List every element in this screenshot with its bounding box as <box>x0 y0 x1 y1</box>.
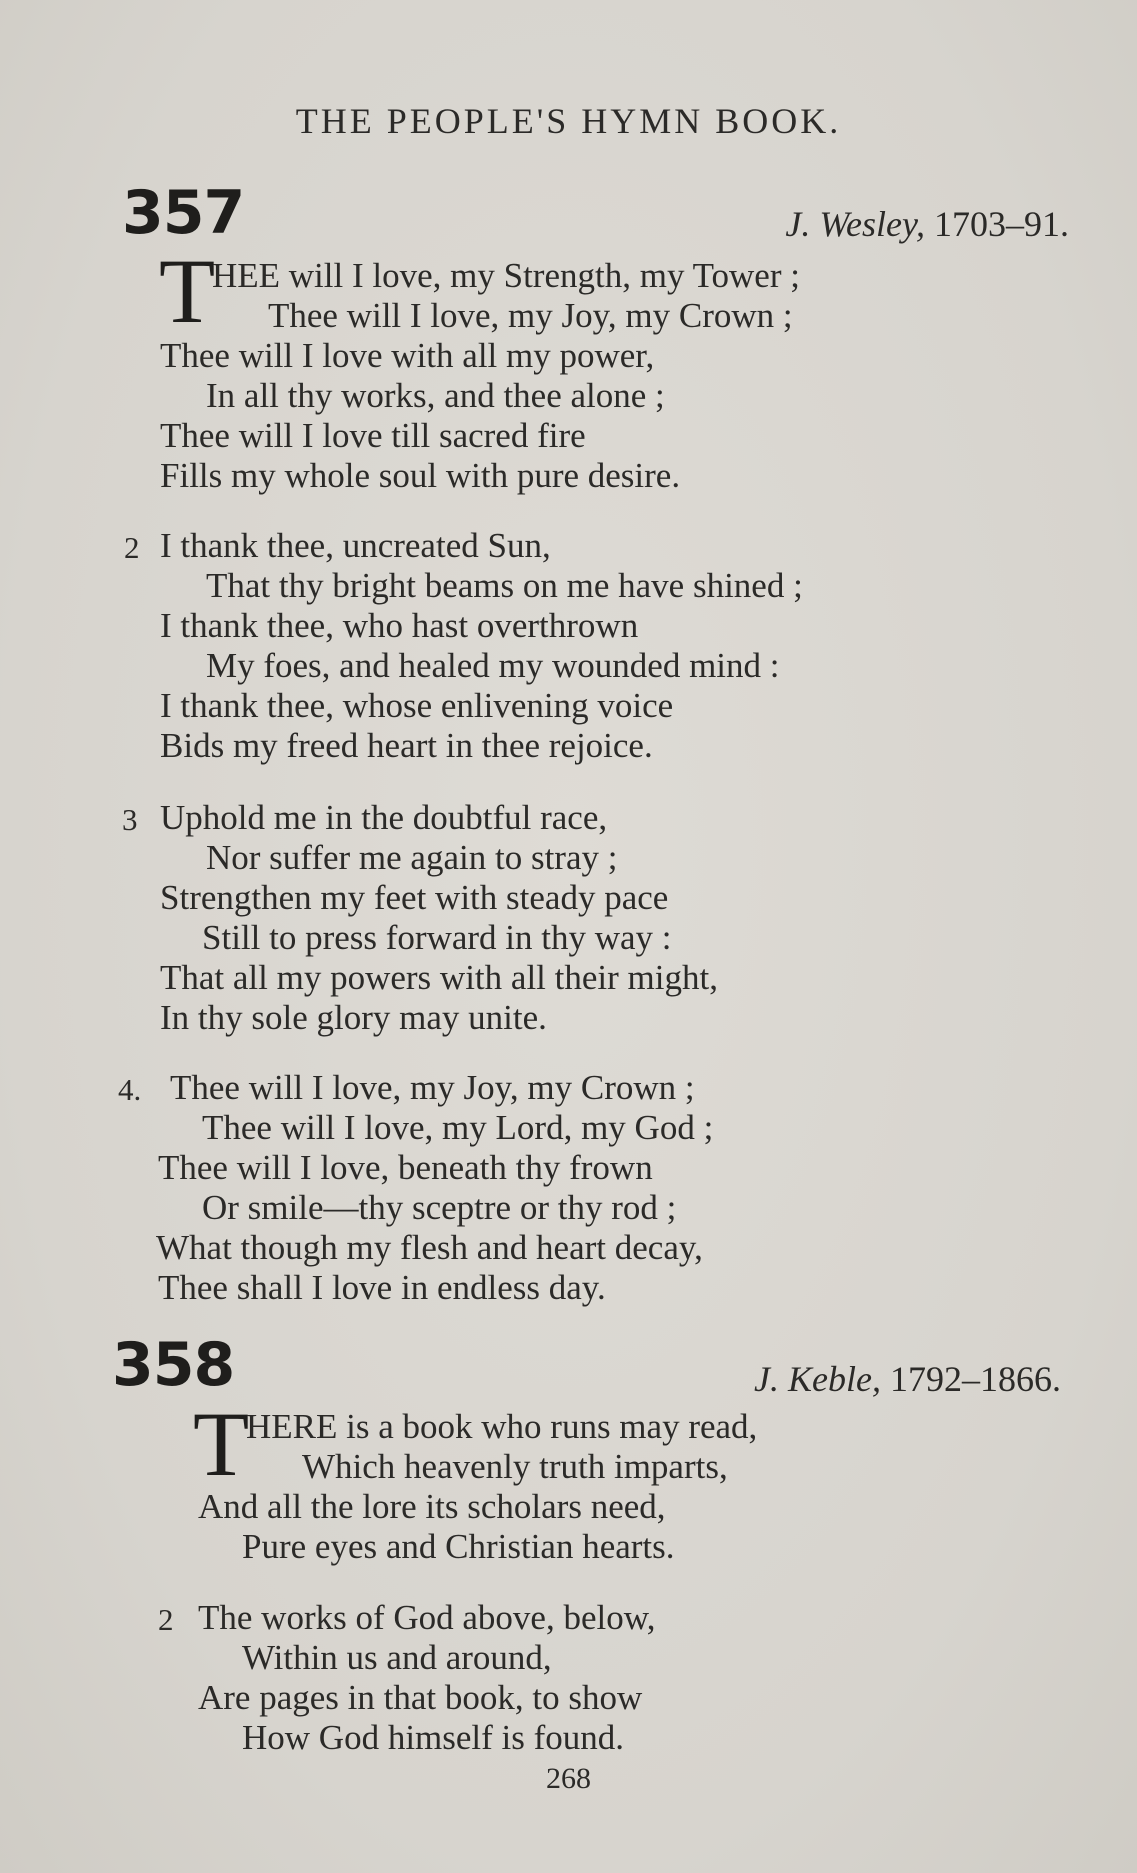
verse-line: Thee will I love till sacred fire <box>160 416 586 455</box>
verse-line: Nor suffer me again to stray ; <box>206 838 618 877</box>
verse-line: I thank thee, uncreated Sun, <box>160 526 551 565</box>
verse-line: Bids my freed heart in thee rejoice. <box>160 726 653 765</box>
hymn-358-author: J. Keble, <box>754 1359 881 1399</box>
verse-line: Strengthen my feet with steady pace <box>160 878 669 917</box>
verse-line: The works of God above, below, <box>198 1598 656 1637</box>
verse-line: How God himself is found. <box>242 1718 625 1757</box>
verse-line: Uphold me in the doubtful race, <box>160 798 608 837</box>
verse-line: Still to press forward in thy way : <box>202 918 672 957</box>
running-head: THE PEOPLE'S HYMN BOOK. <box>295 101 842 141</box>
verse-line: In all thy works, and thee alone ; <box>206 376 665 415</box>
verse-line: I thank thee, who hast overthrown <box>160 606 639 645</box>
hymn-358-years: 1792–1866. <box>890 1359 1061 1399</box>
verse-line: Thee will I love, my Lord, my God ; <box>202 1108 714 1147</box>
verse-line: In thy sole glory may unite. <box>160 998 547 1037</box>
verse-line: Thee will I love, my Joy, my Crown ; <box>170 1068 695 1107</box>
verse-line: Which heavenly truth imparts, <box>302 1447 728 1486</box>
verse-number: 3 <box>122 802 138 837</box>
verse-line: Within us and around, <box>242 1638 552 1677</box>
hymn-357-author: J. Wesley, <box>785 204 925 244</box>
verse-line: My foes, and healed my wounded mind : <box>206 646 780 685</box>
verse-line: That all my powers with all their might, <box>160 958 718 997</box>
verse-line: I thank thee, whose enlivening voice <box>160 686 674 725</box>
verse-line: Thee shall I love in endless day. <box>158 1268 606 1307</box>
hymn-number-357: 357 <box>122 178 245 248</box>
verse-line: That thy bright beams on me have shined ; <box>206 566 803 605</box>
verse-line: What though my flesh and heart decay, <box>156 1228 703 1267</box>
verse-line: Pure eyes and Christian hearts. <box>242 1527 675 1566</box>
verse-line: Fills my whole soul with pure desire. <box>160 456 681 495</box>
page-number: 268 <box>546 1762 591 1795</box>
hymn-358-attribution <box>754 1358 1061 1400</box>
verse-number: 2 <box>158 1602 174 1637</box>
verse-line: Are pages in that book, to show <box>198 1678 643 1717</box>
verse-line: Or smile—thy sceptre or thy rod ; <box>202 1188 677 1227</box>
hymn-number-358: 358 <box>112 1330 235 1400</box>
verse-line: Thee will I love, my Joy, my Crown ; <box>268 296 793 335</box>
hymn-357-years: 1703–91. <box>934 204 1069 244</box>
verse-number: 2 <box>124 530 140 565</box>
verse-line: Thee will I love, beneath thy frown <box>158 1148 653 1187</box>
hymn-357-drop-cap: T <box>159 240 216 342</box>
verse-line: And all the lore its scholars need, <box>198 1487 666 1526</box>
verse-number: 4. <box>118 1072 142 1107</box>
verse-line: HEE will I love, my Strength, my Tower ; <box>212 256 800 295</box>
hymn-358-drop-cap: T <box>193 1393 250 1495</box>
hymn-357-attribution <box>785 203 1069 245</box>
verse-line: HERE is a book who runs may read, <box>246 1407 758 1446</box>
verse-line: Thee will I love with all my power, <box>160 336 655 375</box>
